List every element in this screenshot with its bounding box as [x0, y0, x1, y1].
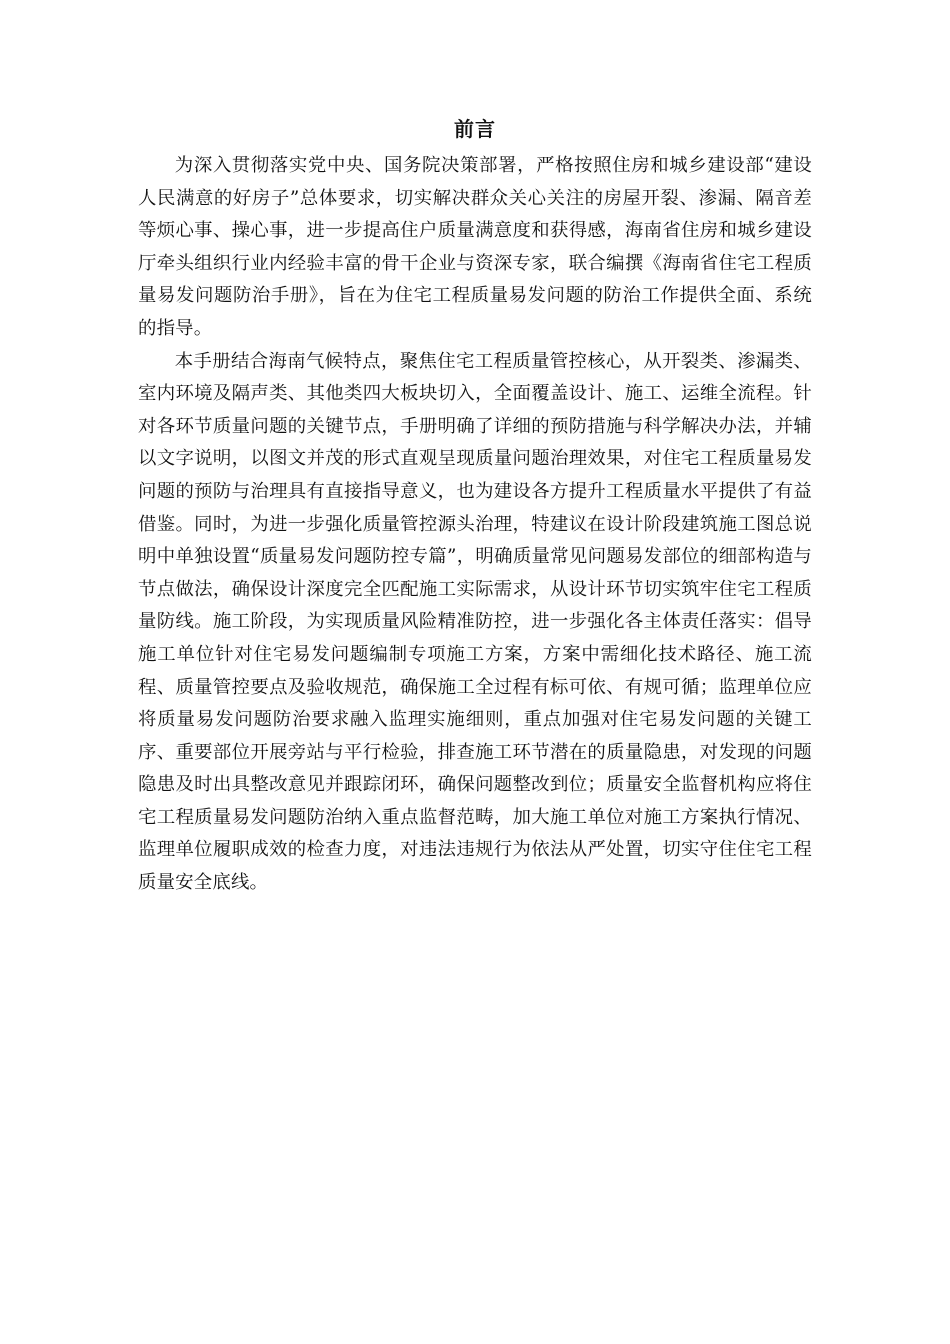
- paragraph-intro: 为深入贯彻落实党中央、国务院决策部署，严格按照住房和城乡建设部“建设人民满意的好房子”总体要求，切实解决群众关心关注的房屋开裂、渗漏、隔音差等烦心事、操心事，进一步提高住户质量满意度和获得感，海南省住房和城乡建设厅牵头组织行业内经验丰富的骨干企业与资深专家，联合编撰《海南省住宅工程质量易发问题防治手册》，旨在为住宅工程质量易发问题的防治工作提供全面、系统的指导。: [138, 155, 812, 339]
- page-title: 前言: [454, 117, 496, 141]
- preface-body: [138, 150, 812, 900]
- paragraph-manual-overview: 本手册结合海南气候特点，聚焦住宅工程质量管控核心，从开裂类、渗漏类、室内环境及隔声类、其他类四大板块切入，全面覆盖设计、施工、运维全流程。针对各环节质量问题的关键节点，手册明确了详细的预防措施与科学解决办法，并辅以文字说明，以图文并茂的形式直观呈现质量问题治理效果，对住宅工程质量易发问题的预防与治理具有直接指导意义，也为建设各方提升工程质量水平提供了有益借鉴。同时，为进一步强化质量管控源头治理，特建议在设计阶段建筑施工图总说明中单独设置“质量易发问题防控专篇”，明确质量常见问题易发部位的细部构造与节点做法，确保设计深度完全匹配施工实际需求，从设计环节切实筑牢住宅工程质量防线。施工阶段，为实现质量风险精准防控，进一步强化各主体责任落实：倡导施工单位针对住宅易发问题编制专项施工方案，方案中需细化技术路径、施工流程、质量管控要点及验收规范，确保施工全过程有标可依、有规可循；监理单位应将质量易发问题防治要求融入监理实施细则，重点加强对住宅易发问题的关键工序、重要部位开展旁站与平行检验，排查施工环节潜在的质量隐患，对发现的问题隐患及时出具整改意见并跟踪闭环，确保问题整改到位；质量安全监督机构应将住宅工程质量易发问题防治纳入重点监督范畴，加大施工单位对施工方案执行情况、监理单位履职成效的检查力度，对违法违规行为依法从严处置，切实守住住宅工程质量安全底线。: [138, 350, 812, 894]
